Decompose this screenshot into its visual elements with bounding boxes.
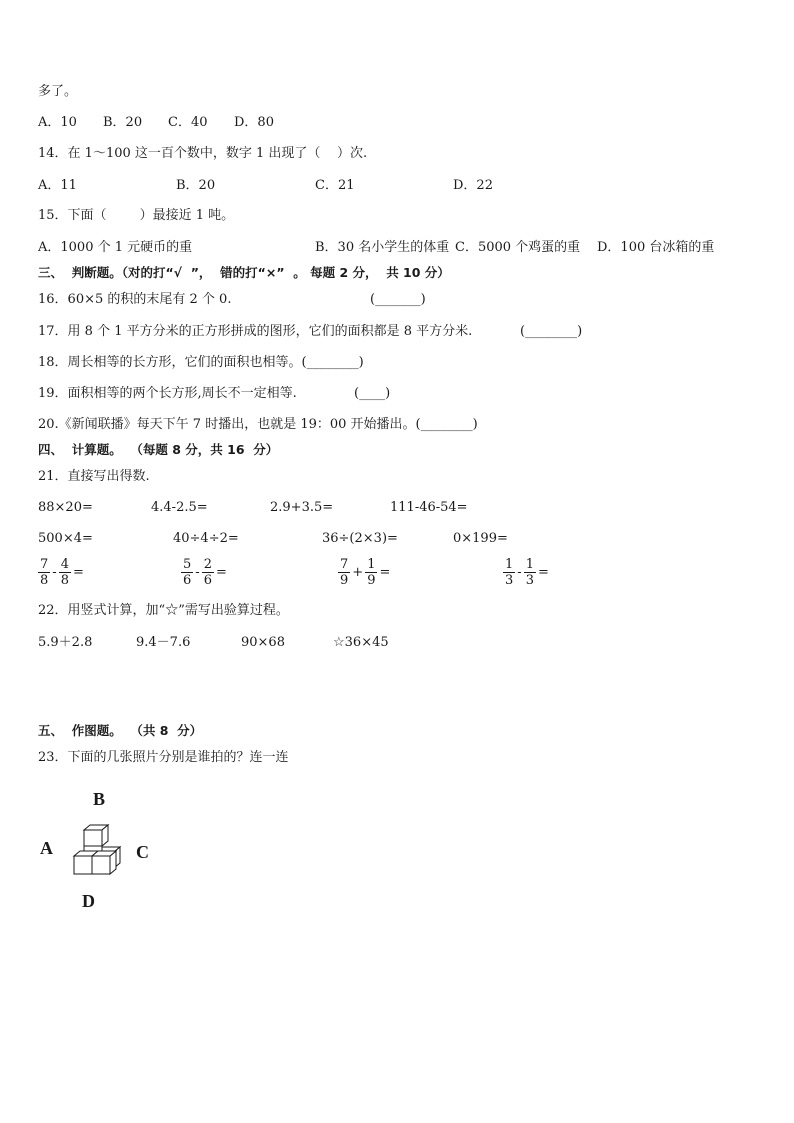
label-c: C: [136, 842, 149, 862]
q21-stem: 21．直接写出得数.: [38, 469, 150, 484]
q21-item-4: 111-46-54=: [390, 500, 468, 515]
q14-option-b: B．20: [176, 178, 216, 193]
q19-text: 19．面积相等的两个长方形,周长不一定相等.: [38, 386, 297, 401]
section-4-title: 四、 计算题。 （每题 8 分，共 16 分）: [38, 442, 279, 457]
q13-option-a: A．10: [38, 115, 77, 130]
q14-option-d: D．22: [453, 178, 493, 193]
numerator: 5: [183, 557, 192, 572]
q15-option-c: C．5000 个鸡蛋的重: [455, 240, 581, 255]
q21-fraction-item-2: [181, 557, 229, 588]
label-b: B: [93, 789, 106, 809]
q23-stem: 23．下面的几张照片分别是谁拍的？连一连: [38, 750, 289, 765]
q21-item-8: 0×199=: [453, 531, 508, 546]
section-5-title: 五、 作图题。 （共 8 分）: [38, 723, 203, 738]
label-d: D: [82, 891, 95, 911]
operator: -: [517, 565, 522, 580]
fraction: [59, 557, 71, 588]
numerator: 4: [60, 557, 69, 572]
q21-item-1: 88×20=: [38, 500, 93, 515]
q13-tail: 多了。: [38, 84, 78, 99]
q21-item-5: 500×4=: [38, 531, 93, 546]
q15-option-d: D．100 台冰箱的重: [597, 240, 715, 255]
q14-option-a: A．11: [38, 178, 77, 193]
q22-item-4: ☆36×45: [333, 635, 389, 650]
q17-answer-blank: (________): [520, 324, 583, 339]
q22-item-3: 90×68: [241, 635, 285, 650]
fraction: [524, 557, 536, 588]
q21-fraction-item-1: [38, 557, 86, 588]
q21-fraction-item-4: [503, 557, 551, 588]
q21-fraction-item-3: [338, 557, 392, 588]
denominator: 3: [505, 573, 514, 588]
q21-item-6: 40÷4÷2=: [173, 531, 239, 546]
q15-stem: 15．下面（ ）最接近 1 吨。: [38, 208, 235, 223]
equals: =: [537, 565, 549, 580]
q22-stem: 22．用竖式计算，加“☆”需写出验算过程。: [38, 603, 289, 618]
numerator: 1: [525, 557, 534, 572]
section-3-title: 三、 判断题。（对的打“√ ”， 错的打“×” 。 每题 2 分， 共 10 分）: [38, 265, 450, 280]
operator: -: [52, 565, 57, 580]
q21-item-3: 2.9+3.5=: [270, 500, 334, 515]
q13-option-c: C．40: [168, 115, 208, 130]
q21-item-7: 36÷(2×3)=: [322, 531, 398, 546]
equals: =: [72, 565, 84, 580]
numerator: 7: [40, 557, 49, 572]
fraction: [365, 557, 377, 588]
q19-answer-blank: (____): [354, 386, 391, 401]
denominator: 9: [340, 573, 349, 588]
fraction: [38, 557, 50, 588]
denominator: 3: [525, 573, 534, 588]
operator: -: [195, 565, 200, 580]
numerator: 2: [203, 557, 212, 572]
equals: =: [215, 565, 227, 580]
q13-option-d: D．80: [234, 115, 274, 130]
numerator: 7: [340, 557, 349, 572]
q15-option-a: A．1000 个 1 元硬币的重: [38, 240, 193, 255]
q21-item-2: 4.4-2.5=: [151, 500, 208, 515]
q22-item-2: 9.4－7.6: [136, 635, 191, 650]
numerator: 1: [367, 557, 376, 572]
q14-stem: 14．在 1～100 这一百个数中，数字 1 出现了（ ）次.: [38, 146, 368, 161]
operator: +: [352, 565, 364, 580]
denominator: 8: [40, 573, 49, 588]
q13-option-b: B．20: [103, 115, 143, 130]
fraction: [503, 557, 515, 588]
q22-item-1: 5.9＋2.8: [38, 635, 93, 650]
q20-text: 20.《新闻联播》每天下午 7 时播出，也就是 19：00 开始播出。(________): [38, 417, 478, 432]
q15-option-b: B．30 名小学生的体重: [315, 240, 450, 255]
fraction: [202, 557, 214, 588]
label-a: A: [40, 838, 53, 858]
denominator: 9: [367, 573, 376, 588]
denominator: 6: [203, 573, 212, 588]
fraction: [181, 557, 193, 588]
cube-stack-figure: [70, 822, 122, 878]
q17-text: 17．用 8 个 1 平方分米的正方形拼成的图形，它们的面积都是 8 平方分米.: [38, 324, 473, 339]
equals: =: [379, 565, 391, 580]
q14-option-c: C．21: [315, 178, 355, 193]
q18-text: 18．周长相等的长方形，它们的面积也相等。(________): [38, 355, 364, 370]
q16-text: 16．60×5 的积的末尾有 2 个 0.: [38, 292, 232, 307]
q16-answer-blank: (_______): [370, 292, 426, 307]
numerator: 1: [505, 557, 514, 572]
denominator: 6: [183, 573, 192, 588]
fraction: [338, 557, 350, 588]
denominator: 8: [60, 573, 69, 588]
